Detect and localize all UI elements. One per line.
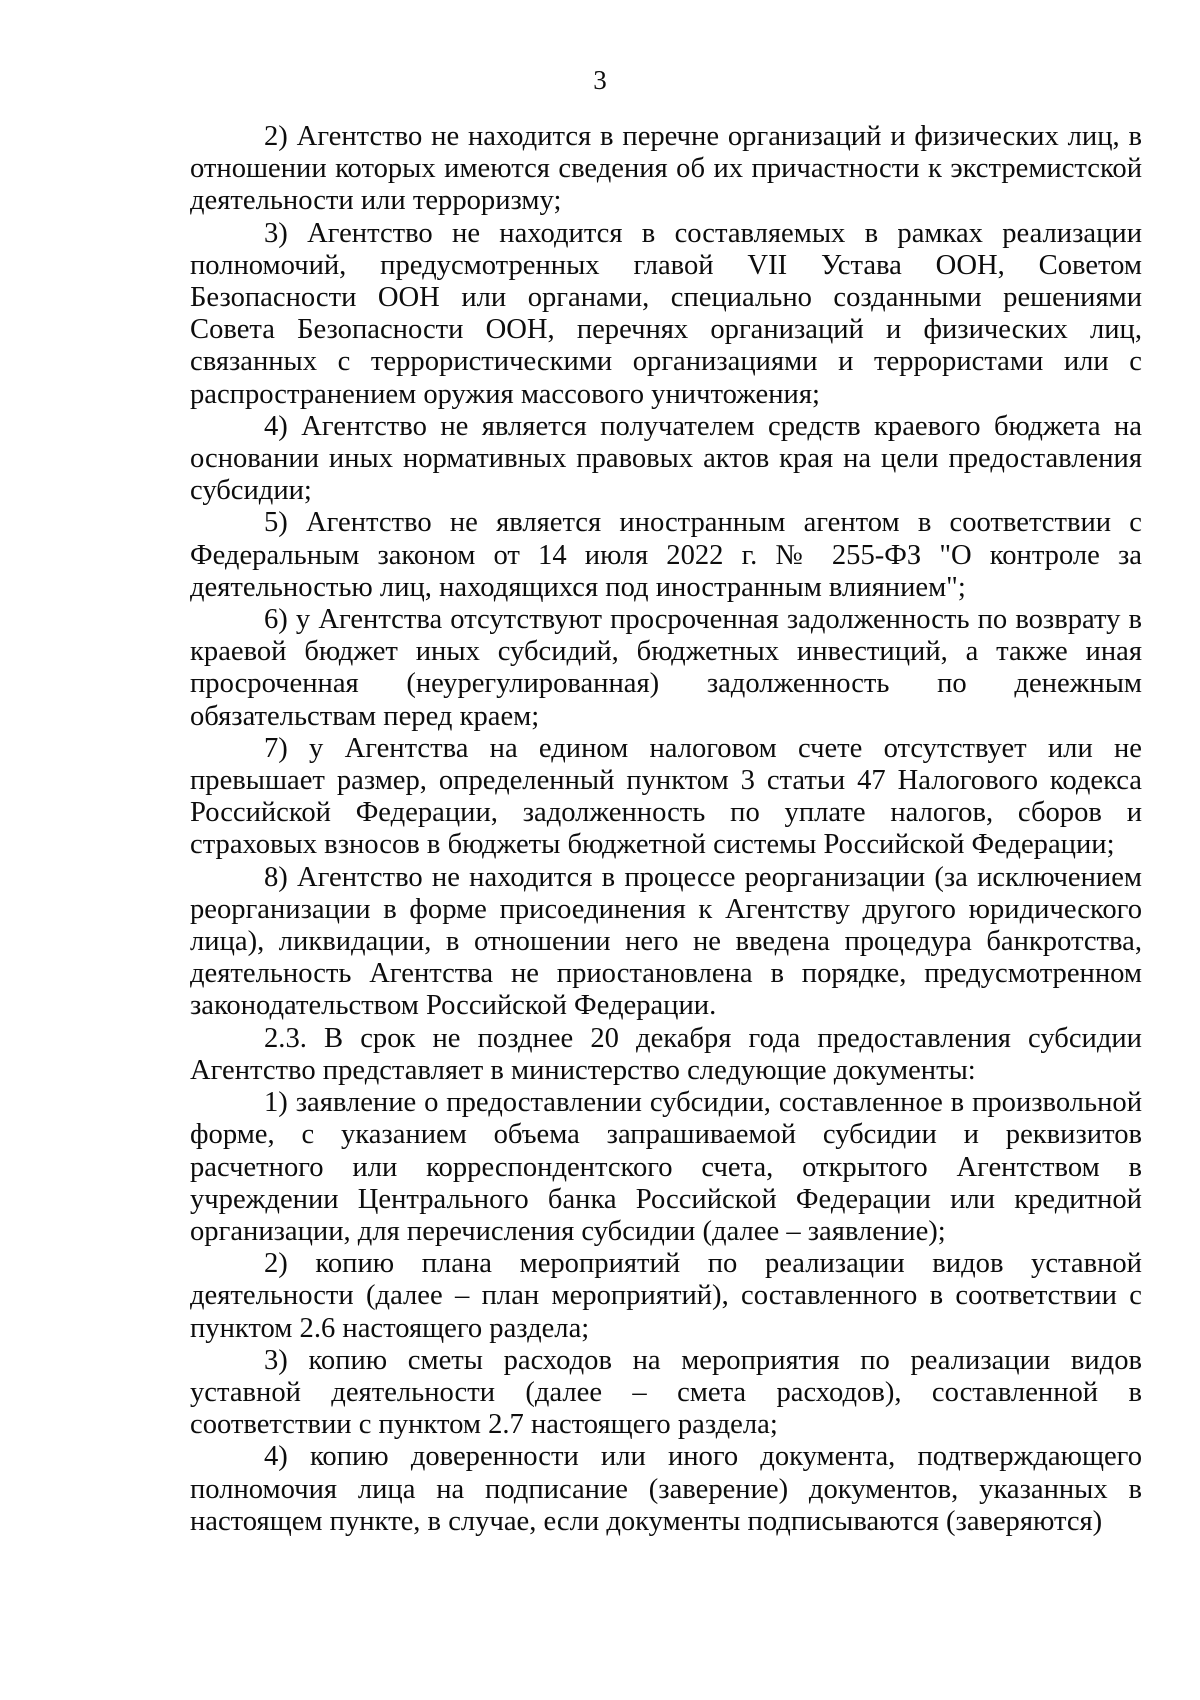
page-number: 3	[593, 65, 607, 95]
document-body	[190, 121, 1142, 1538]
paragraph-item-4: 4) Агентство не является получателем средств краевого бюджета на основании иных нормативных правовых актов края на цели предоставления субсидии;	[190, 410, 1142, 507]
paragraph-item-3: 3) Агентство не находится в составляемых в рамках реализации полномочий, предусмотренных главой VII Устава ООН, Советом Безопасности ООН или органами, специально созданными решениями Совета Безопасности ООН, перечнях организаций и физических лиц, связанных с террористическими организациями и террористами или с распространением оружия массового уничтожения;	[190, 217, 1142, 410]
paragraph-document-3: 3) копию сметы расходов на мероприятия по реализации видов уставной деятельности (далее – смета расходов), составленной в соответствии с пунктом 2.7 настоящего раздела;	[190, 1344, 1142, 1441]
paragraph-document-2: 2) копию плана мероприятий по реализации видов уставной деятельности (далее – план мероприятий), составленного в соответствии с пунктом 2.6 настоящего раздела;	[190, 1248, 1142, 1344]
paragraph-item-7: 7) у Агентства на едином налоговом счете отсутствует или не превышает размер, определенный пунктом 3 статьи 47 Налогового кодекса Российской Федерации, задолженность по уплате налогов, сборов и страховых взносов в бюджеты бюджетной системы Российской Федерации;	[190, 732, 1142, 861]
paragraph-section-2-3: 2.3. В срок не позднее 20 декабря года предоставления субсидии Агентство представляет в министерство следующие документы:	[190, 1022, 1142, 1086]
paragraph-item-5: 5) Агентство не является иностранным агентом в соответствии с Федеральным законом от 14 июля 2022 г. № 255-ФЗ "О контроле за деятельностью лиц, находящихся под иностранным влиянием";	[190, 507, 1142, 603]
paragraph-item-2: 2) Агентство не находится в перечне организаций и физических лиц, в отношении которых имеются сведения об их причастности к экстремистской деятельности или терроризму;	[190, 121, 1142, 217]
paragraph-item-8: 8) Агентство не находится в процессе реорганизации (за исключением реорганизации в форме присоединения к Агентству другого юридического лица), ликвидации, в отношении него не введена процедура банкротства, деятельность Агентства не приостановлена в порядке, предусмотренном законодательством Российской Федерации.	[190, 861, 1142, 1022]
paragraph-item-6: 6) у Агентства отсутствуют просроченная задолженность по возврату в краевой бюджет иных субсидий, бюджетных инвестиций, а также иная просроченная (неурегулированная) задолженность по денежным обязательствам перед краем;	[190, 604, 1142, 732]
paragraph-document-1: 1) заявление о предоставлении субсидии, составленное в произвольной форме, с указанием объема запрашиваемой субсидии и реквизитов расчетного или корреспондентского счета, открытого Агентством в учреждении Центрального банка Российской Федерации или кредитной организации, для перечисления субсидии (далее – заявление);	[190, 1087, 1142, 1247]
paragraph-document-4: 4) копию доверенности или иного документа, подтверждающего полномочия лица на подписание (заверение) документов, указанных в настоящем пункте, в случае, если документы подписываются (заверяются)	[190, 1441, 1142, 1537]
